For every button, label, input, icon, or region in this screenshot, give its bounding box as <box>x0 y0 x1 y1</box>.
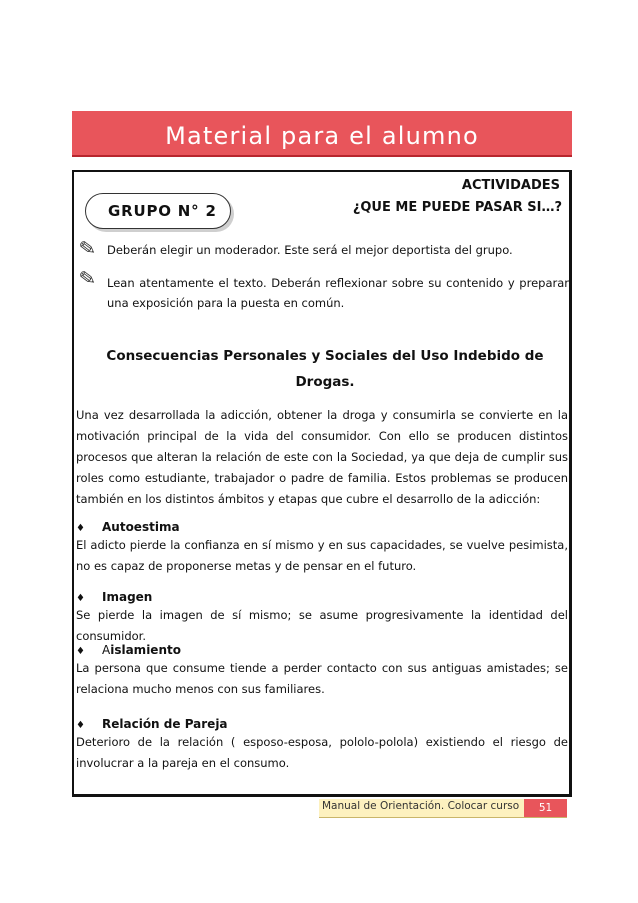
section-body: Se pierde la imagen de sí mismo; se asume progresivamente la identidad del consumidor. <box>76 608 568 643</box>
instruction-item: Lean atentamente el texto. Deberán reflexionar sobre su contenido y preparar una exposición para la puesta en común. <box>107 276 569 310</box>
diamond-bullet-icon: ♦ <box>76 523 85 534</box>
footer-text: Manual de Orientación. Colocar curso <box>322 800 520 812</box>
pencil-icon: ✎ <box>77 264 98 292</box>
section-title-text: Autoestima <box>102 520 180 534</box>
section-body: El adicto pierde la confianza en sí mismo y en sus capacidades, se vuelve pesimista, no es capaz de proponerse metas y de pensar en el futuro. <box>76 538 568 573</box>
section-body: La persona que consume tiende a perder contacto con sus antiguas amistades; se relaciona mucho menos con sus familiares. <box>76 661 568 696</box>
section-title-prefix: A <box>102 643 111 657</box>
section-title-text: islamiento <box>110 643 181 657</box>
diamond-bullet-icon: ♦ <box>76 720 85 731</box>
section-title-aislamiento <box>76 643 181 657</box>
section-title-relacion <box>76 717 228 731</box>
section-title-autoestima <box>76 520 180 534</box>
section-title-text: Imagen <box>102 590 153 604</box>
section-heading-line: Consecuencias Personales y Sociales del Uso Indebido de <box>106 348 544 364</box>
section-title-imagen <box>76 590 152 604</box>
activities-subtitle: ¿QUE ME PUEDE PASAR SI…? <box>352 200 562 215</box>
page-title: Material para el alumno <box>165 122 479 150</box>
intro-paragraph: Una vez desarrollada la adicción, obtener la droga y consumirla se convierte en la motivación principal de la vida del consumidor. Con ello se producen distintos procesos que alteran la relación de este con la Sociedad, ya que deja de cumplir sus roles como estudiante, trabajador o padre de familia. Estos problemas se producen también en los distintos ámbitos y etapas que cubre el desarrollo de la adicción: <box>76 408 568 506</box>
diamond-bullet-icon: ♦ <box>76 593 85 604</box>
page-number: 51 <box>524 799 567 817</box>
activities-title: ACTIVIDADES <box>461 178 560 193</box>
section-heading <box>80 343 570 395</box>
group-badge: GRUPO N° 2 <box>85 193 231 229</box>
section-heading-line: Drogas. <box>295 374 355 390</box>
instruction-item: Deberán elegir un moderador. Este será el mejor deportista del grupo. <box>107 243 513 257</box>
section-body: Deterioro de la relación ( esposo-esposa, pololo-polola) existiendo el riesgo de involucrar a la pareja en el consumo. <box>76 735 568 770</box>
pencil-icon: ✎ <box>77 234 98 262</box>
diamond-bullet-icon: ♦ <box>76 646 85 657</box>
section-title-text: Relación de Pareja <box>102 717 228 731</box>
